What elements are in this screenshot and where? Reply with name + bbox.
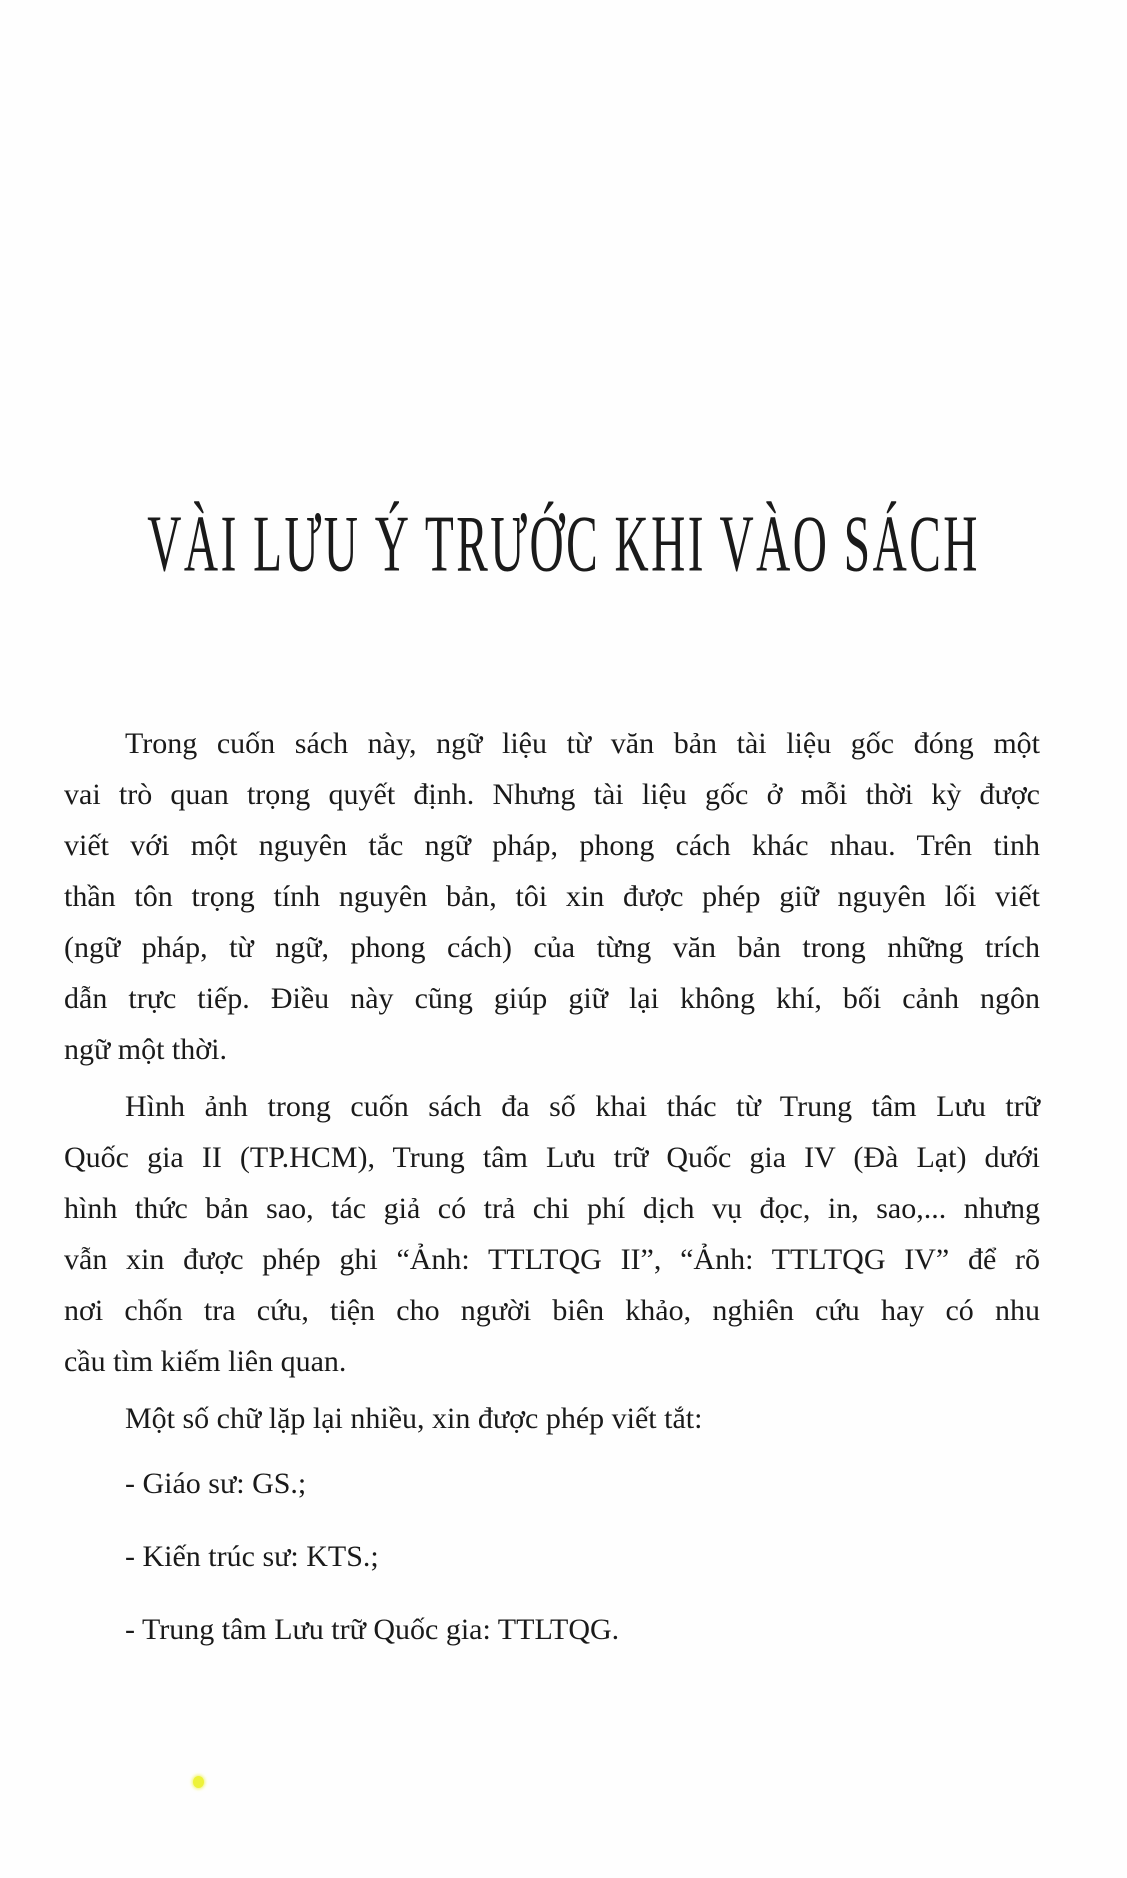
paragraph	[64, 718, 1040, 1075]
paragraph-line: hình thức bản sao, tác giả có trả chi phí dịch vụ đọc, in, sao,... nhưng	[64, 1192, 1040, 1225]
paragraph-line: Hình ảnh trong cuốn sách đa số khai thác từ Trung tâm Lưu trữ	[125, 1090, 1040, 1123]
paragraph-line: nơi chốn tra cứu, tiện cho người biên khảo, nghiên cứu hay có nhu	[64, 1294, 1040, 1327]
abbreviation-list	[64, 1458, 1040, 1655]
scan-artifact-dot	[193, 1776, 204, 1788]
paragraph-line: Trong cuốn sách này, ngữ liệu từ văn bản tài liệu gốc đóng một	[125, 727, 1040, 760]
paragraph-line: Một số chữ lặp lại nhiều, xin được phép viết tắt:	[125, 1402, 703, 1435]
paragraph-line: ngữ một thời.	[64, 1033, 227, 1066]
paragraph-line: vai trò quan trọng quyết định. Nhưng tài liệu gốc ở mỗi thời kỳ được	[64, 778, 1040, 811]
paragraph-line: vẫn xin được phép ghi “Ảnh: TTLTQG II”, “Ảnh: TTLTQG IV” để rõ	[64, 1243, 1040, 1276]
paragraph-line: cầu tìm kiếm liên quan.	[64, 1345, 347, 1378]
paragraph	[64, 1081, 1040, 1387]
paragraph-line: dẫn trực tiếp. Điều này cũng giúp giữ lại không khí, bối cảnh ngôn	[64, 982, 1040, 1015]
page-body	[64, 718, 1040, 1655]
paragraph-line: thần tôn trọng tính nguyên bản, tôi xin được phép giữ nguyên lối viết	[64, 880, 1040, 913]
abbreviation-item: - Giáo sư: GS.;	[125, 1467, 307, 1500]
paragraph	[64, 1393, 1040, 1444]
paragraph-line: viết với một nguyên tắc ngữ pháp, phong cách khác nhau. Trên tinh	[64, 829, 1040, 862]
page-title	[0, 498, 1127, 589]
abbreviation-item: - Trung tâm Lưu trữ Quốc gia: TTLTQG.	[125, 1613, 620, 1646]
paragraph-line: (ngữ pháp, từ ngữ, phong cách) của từng văn bản trong những trích	[64, 931, 1040, 964]
abbreviation-item: - Kiến trúc sư: KTS.;	[125, 1540, 379, 1573]
paragraph-line: Quốc gia II (TP.HCM), Trung tâm Lưu trữ Quốc gia IV (Đà Lạt) dưới	[64, 1141, 1040, 1174]
page-title-text: VÀI LƯU Ý TRƯỚC KHI VÀO SÁCH	[147, 499, 980, 589]
